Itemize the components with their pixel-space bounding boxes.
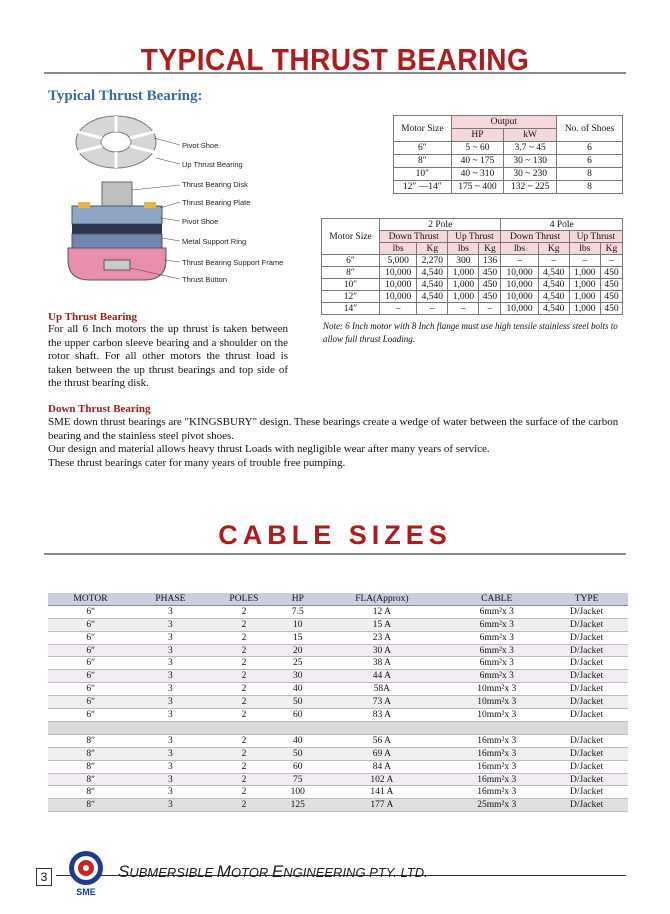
- table-row: 6ʺ 3 2 20 30 A 6mm²x 3 D/Jacket: [48, 644, 628, 657]
- cable-sizes-table: [48, 593, 628, 812]
- title-rule: [44, 72, 626, 74]
- page-title: TYPICAL THRUST BEARING: [140, 42, 530, 77]
- label-pivot-shoe: Pivot Shoe: [182, 141, 219, 150]
- col-4-pole: 4 Pole: [501, 219, 623, 231]
- pivot-shoe-ring-illustration: [76, 116, 156, 168]
- table-row: 8ʺ 3 2 60 84 A 16mm²x 3 D/Jacket: [48, 760, 628, 773]
- col-output: Output: [451, 116, 556, 129]
- label-metal-support-ring: Metal Support Ring: [182, 237, 247, 246]
- table-row: 10″ 10,000 4,540 1,000 450 10,000 4,540 1,000 450: [322, 279, 623, 291]
- col-2-pole: 2 Pole: [380, 219, 501, 231]
- column-header: TYPE: [545, 593, 628, 605]
- column-header: FLA(Approx): [316, 593, 449, 605]
- thrust-load-table: Motor Size 2 Pole 4 Pole Down Thrust Up Thrust Down Thrust Up Thrust lbs Kg lbs Kg lbs Kg lbs Kg 6″ 5,000 2,270 300 136 – – – – 8″ 10,000 4,540 1,000 450 10,000 4,540 1,000 450 10″ 10,000 4,540 1,000 450 10,000 4,540 1,000 450 12″ 10,000 4,540 1,000 450 10,000 4,540 1,000 450 14″ – – – – 10,000 4,540 1,000 450: [321, 218, 623, 315]
- column-header: MOTOR: [48, 593, 133, 605]
- col-kw: kW: [504, 129, 557, 142]
- table-row: 8ʺ 3 2 50 69 A 16mm²x 3 D/Jacket: [48, 747, 628, 760]
- table-row: 6ʺ 3 2 50 73 A 10mm²x 3 D/Jacket: [48, 696, 628, 709]
- table-row: 6ʺ 3 2 7.5 12 A 6mm²x 3 D/Jacket: [48, 605, 628, 618]
- col-motor-size: Motor Size: [322, 219, 380, 255]
- column-header: CABLE: [448, 593, 545, 605]
- table-row: 8ʺ 3 2 125 177 A 25mm²x 3 D/Jacket: [48, 799, 628, 812]
- col-hp: HP: [451, 129, 504, 142]
- down-thrust-text: SME down thrust bearings are "KINGSBURY" design. These bearings create a wedge of water between the surface of the carbon bearing and the stainless steel pivot shoes. Our design and material allows heavy thrust Loads with negligible wear after many years of service. These thrust bearings cater for many years of trouble free pumping.: [48, 416, 619, 469]
- page-number: 3: [36, 868, 52, 886]
- up-thrust-heading: Up Thrust Bearing: [48, 311, 138, 323]
- label-thrust-bearing-disk: Thrust Bearing Disk: [182, 180, 248, 189]
- table-row: 8ʺ 3 2 100 141 A 16mm²x 3 D/Jacket: [48, 786, 628, 799]
- table-row: 6″ 5 ~ 60 3.7 ~ 45 6: [394, 142, 623, 155]
- up-thrust-text: For all 6 Inch motors the up thrust is taken between the upper carbon sleeve bearing and a shoulder on the rotor shaft. For all other motors the thrust load is taken between the up thrust bearings and top side of the thrust bearing disk.: [48, 323, 288, 389]
- table-row: 6″ 5,000 2,270 300 136 – – – –: [322, 255, 623, 267]
- col-motor-size: Motor Size: [394, 116, 452, 142]
- table-row: 6ʺ 3 2 25 38 A 6mm²x 3 D/Jacket: [48, 657, 628, 670]
- shoes-table: [393, 115, 623, 194]
- label-up-thrust-bearing: Up Thrust Bearing: [182, 160, 243, 169]
- table-row: 6ʺ 3 2 40 58A 10mm²x 3 D/Jacket: [48, 683, 628, 696]
- table-row: 6ʺ 3 2 30 44 A 6mm²x 3 D/Jacket: [48, 670, 628, 683]
- table-row: 6ʺ 3 2 15 23 A 6mm²x 3 D/Jacket: [48, 631, 628, 644]
- table-row: 8″ 40 ~ 175 30 ~ 130 6: [394, 155, 623, 168]
- bearing-assembly-illustration: [68, 182, 166, 280]
- company-name: SUBMERSIBLE MOTOR ENGINEERING PTY. LTD.: [118, 862, 428, 881]
- svg-text:SME: SME: [76, 887, 96, 897]
- table-row: 8ʺ 3 2 75 102 A 16mm²x 3 D/Jacket: [48, 773, 628, 786]
- label-thrust-button: Thrust Button: [182, 275, 228, 284]
- table-row: 14″ – – – – 10,000 4,540 1,000 450: [322, 303, 623, 315]
- column-header: PHASE: [133, 593, 208, 605]
- table-row: 6ʺ 3 2 60 83 A 10mm²x 3 D/Jacket: [48, 709, 628, 722]
- label-thrust-bearing-support-frame: Thrust Bearing Support Frame: [182, 258, 284, 267]
- table-row: 12″ 10,000 4,540 1,000 450 10,000 4,540 1,000 450: [322, 291, 623, 303]
- cable-sizes-title: CABLE SIZES: [218, 520, 452, 550]
- thrust-bearing-diagram: [64, 110, 294, 300]
- table-row: 8″ 10,000 4,540 1,000 450 10,000 4,540 1,000 450: [322, 267, 623, 279]
- table-row: 8ʺ 3 2 40 56 A 16mm²x 3 D/Jacket: [48, 734, 628, 747]
- down-thrust-heading: Down Thrust Bearing: [48, 403, 151, 415]
- table-row: 12″ —14″ 175 ~ 400 132 ~ 225 8: [394, 181, 623, 194]
- label-pivot-shoe-2: Pivot Shoe: [182, 217, 219, 226]
- label-thrust-bearing-plate: Thrust Bearing Plate: [182, 198, 251, 207]
- flange-note: Note: 6 Inch motor with 8 Inch flange must use high tensile stainless steel bolts to allow full thrust Loading.: [323, 321, 618, 344]
- table-row: 6ʺ 3 2 10 15 A 6mm²x 3 D/Jacket: [48, 618, 628, 631]
- cable-title-rule: [44, 553, 626, 555]
- column-header: POLES: [208, 593, 280, 605]
- table-header-row: [48, 593, 628, 605]
- table-spacer-row: [48, 721, 628, 734]
- column-header: HP: [280, 593, 315, 605]
- table-row: 10″ 40 ~ 310 30 ~ 230 8: [394, 168, 623, 181]
- sme-logo: [66, 848, 106, 898]
- section-subtitle: Typical Thrust Bearing:: [48, 88, 203, 104]
- col-no-of-shoes: No. of Shoes: [556, 116, 622, 142]
